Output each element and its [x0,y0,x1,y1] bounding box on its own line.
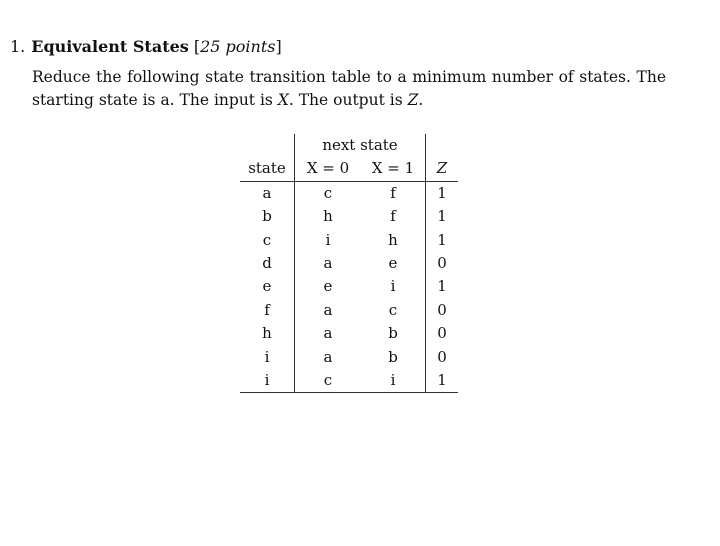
cell-next-x0: a [323,300,333,319]
table-header-row-group [240,134,458,157]
table-row [240,229,458,252]
table-row [240,346,458,369]
cell-output-z: 0 [437,300,447,319]
header-state: state [240,157,295,181]
table-row [240,205,458,228]
cell-next-x1: c [361,299,426,322]
cell-next-x0: c [323,183,333,202]
cell-next-x1: e [361,252,426,275]
cell-state: i [240,369,295,393]
table-row [240,275,458,298]
table-row [240,252,458,275]
cell-next-x0: a [323,254,333,273]
cell-next-x1: f [361,181,426,205]
cell-next-x1: i [361,275,426,298]
statement-text-1: Reduce the following state transition table to a minimum number of states. The starting state is a. The input is [32,68,666,109]
header-x-equals-0: X = 0 [295,157,362,181]
cell-output-z: 0 [437,347,447,366]
cell-output-z: 1 [437,230,447,249]
cell-state: f [240,299,295,322]
header-empty-cell [240,134,295,157]
cell-output-z: 0 [437,254,447,273]
table-row [240,299,458,322]
header-empty-cell-z [426,134,459,157]
table-row [240,322,458,345]
table-row [240,181,458,205]
header-next-state: next state [295,134,426,157]
output-variable: Z [407,91,419,109]
header-x-equals-1: X = 1 [361,157,426,181]
problem-statement [32,66,666,112]
cell-output-z: 1 [437,183,447,202]
cell-output-z: 0 [437,324,447,343]
statement-text-2: . The output is [288,91,408,109]
problem-points: 25 points [200,37,276,56]
cell-next-x0: a [323,324,333,343]
cell-state: e [240,275,295,298]
cell-state: i [240,346,295,369]
cell-next-x1: i [361,369,426,393]
cell-state: b [240,205,295,228]
cell-next-x0: i [325,230,331,249]
cell-state: a [240,181,295,205]
cell-output-z: 1 [437,277,447,296]
cell-next-x0: e [323,277,333,296]
cell-next-x1: f [361,205,426,228]
cell-state: d [240,252,295,275]
cell-state: c [240,229,295,252]
statement-text-3: . [418,91,424,109]
cell-next-x1: h [361,229,426,252]
problem-number: 1. [10,37,26,56]
state-transition-table [240,134,458,393]
input-variable: X [277,91,289,109]
cell-next-x0: a [323,347,333,366]
points-open-bracket: [ [193,37,201,56]
points-close-bracket: ] [275,37,282,56]
cell-next-x1: b [361,322,426,345]
cell-next-x1: b [361,346,426,369]
header-output-z: Z [426,157,459,181]
cell-output-z: 1 [426,369,459,393]
cell-state: h [240,322,295,345]
cell-next-x0: h [323,207,333,226]
problem-heading [10,37,282,57]
problem-title: Equivalent States [31,37,189,56]
cell-next-x0: c [295,369,362,393]
table-row [240,369,458,393]
cell-output-z: 1 [437,207,447,226]
table-header-row [240,157,458,181]
